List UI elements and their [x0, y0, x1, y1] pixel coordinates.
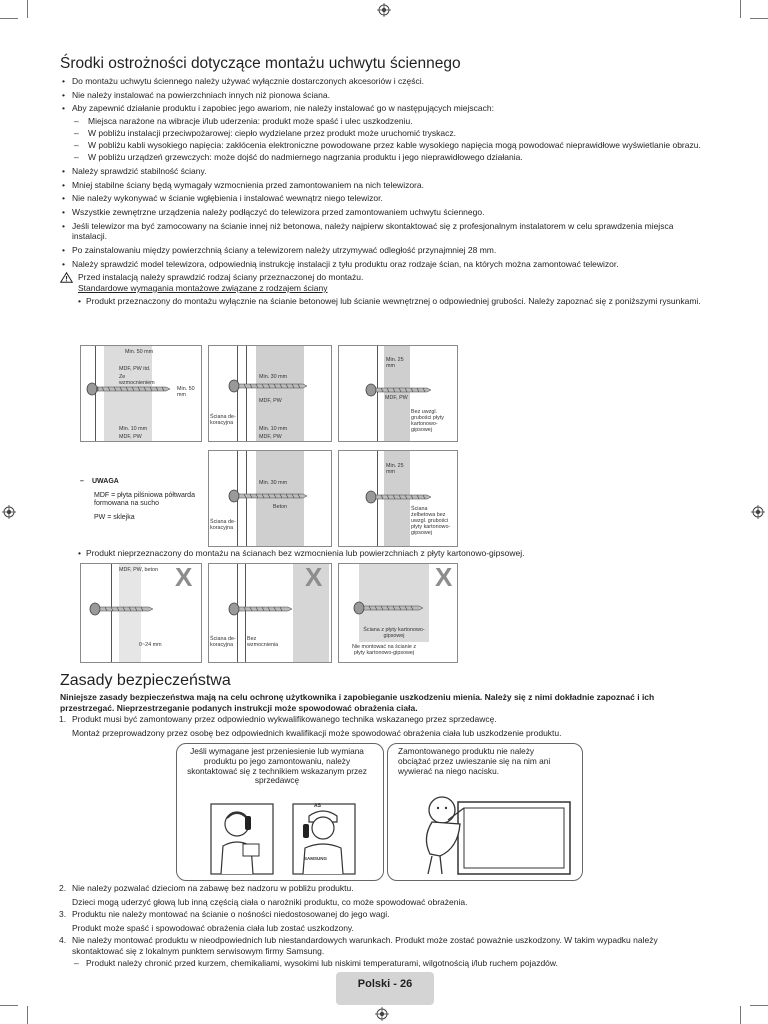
figure-label: Min. 25 mm — [386, 463, 404, 475]
note-block — [80, 478, 205, 522]
figure-label: Ściana de-koracyjna — [210, 636, 236, 648]
list-item: • Należy sprawdzić model telewizora, odpowiednią instrukcję instalacji z tyłu produktu oraz rodzaje ścian, na których można zamontować telewizor. — [60, 259, 710, 270]
crop-mark — [0, 18, 18, 19]
sub-list-item: – W pobliżu urządzeń grzewczych: może dojść do nadmiernego nagrzania produktu i jego nieprawidłowego działania. — [72, 152, 710, 163]
illustration-technician — [176, 743, 384, 881]
list-item — [60, 883, 705, 907]
list-item: • Nie należy wykonywać w ścianie wgłębienia i instalować wewnątrz niego telewizor. — [60, 193, 710, 204]
registration-mark-icon — [377, 3, 391, 17]
screw-icon — [228, 602, 298, 616]
list-item: • Do montażu uchwytu ściennego należy używać wyłącznie dostarczonych akcesoriów i części. — [60, 76, 710, 87]
list-item — [60, 103, 710, 162]
figure-label: MDF, PW — [385, 395, 408, 401]
crop-mark — [740, 0, 741, 18]
item-text: Nie należy montować produktu w nieodpowiednich lub niestandardowych warunkach. Produkt może zostać poważnie uszkodzony. W takim wypadku należy skontaktować się z lokalnym punktem serwisowym firmy Samsung. — [72, 935, 658, 956]
figure-label: MDF, PW — [119, 434, 142, 440]
figure-label: Bez uwzgl. grubości płyty kartonowo-gipsowej — [411, 409, 444, 433]
screw-icon — [228, 489, 328, 503]
figure-label: Ściana żelbetowa bez uwzgl. grubości płyty kartonowo-gipsowej — [411, 506, 451, 536]
crop-mark — [27, 1006, 28, 1024]
illustration-caption: Zamontowanego produktu nie należy obciążać przez uwieszanie się na nim ani wywierać na niego nacisku. — [398, 746, 551, 776]
figure-label: Nie montować na ścianie z płyty kartonowo-gipsowej — [351, 644, 417, 656]
caution-note — [60, 272, 710, 293]
registration-mark-icon — [2, 505, 16, 519]
sub-list — [72, 116, 710, 163]
figure-wall-mdf — [338, 345, 458, 442]
sub-list-item: – Miejsca narażone na wibracje i/lub uderzenia: produkt może spaść i ulec uszkodzeniu. — [72, 116, 710, 127]
precaution-list — [60, 76, 710, 269]
screw-icon — [89, 602, 159, 616]
item-text: Produkt musi być zamontowany przez odpowiednio wykwalifikowanego technika wskazanego przez sprzedawcę. — [72, 714, 497, 725]
safety-section — [60, 668, 705, 738]
caution-text: Przed instalacją należy sprawdzić rodzaj ściany przeznaczonej do montażu. — [78, 272, 364, 283]
figure-label: MDF, PW itd. — [119, 366, 151, 372]
figure-label: Min. 50 mm — [125, 349, 154, 355]
sub-dash: – — [74, 957, 79, 968]
item-sub — [72, 958, 705, 969]
not-intended-list — [60, 548, 718, 559]
prohibited-x-icon: X — [305, 563, 323, 592]
item-sub: Produkt może spaść i spowodować obrażenia ciała lub zostać uszkodzony. — [72, 922, 354, 933]
figure-label: Ściana de-koracyjna — [210, 519, 236, 531]
figure-x-plasterboard — [338, 563, 458, 663]
figure-label: Ściana de-koracyjna — [210, 414, 236, 426]
registration-mark-icon — [751, 505, 765, 519]
child-tv-illustration-icon — [418, 784, 578, 878]
item-number: 1. — [59, 714, 67, 725]
note-mdf: MDF = płyta pilśniowa półtwarda formowana na sucho — [94, 491, 195, 507]
note-title-text: UWAGA — [92, 478, 119, 485]
item-number: 2. — [59, 883, 67, 893]
list-item — [60, 935, 705, 968]
prohibited-x-icon: X — [175, 563, 193, 592]
crop-mark — [750, 18, 768, 19]
crop-mark — [740, 1006, 741, 1024]
screw-icon — [353, 601, 433, 615]
figure-label: 0~24 mm — [139, 642, 162, 648]
safety-intro: Niniejsze zasady bezpieczeństwa mają na celu ochronę użytkownika i zapobieganie uszkodzeniu mienia. Należy się z nimi dokładnie zapoznać i ich przestrzegać. Nieprzestrzeganie podanych instrukcji może spowodować obrażenia ciała. — [60, 692, 655, 713]
figure-label: MDF, PW, beton — [119, 567, 158, 573]
page-number: Polski - 26 — [357, 978, 413, 990]
figure-label: Min. 25 mm — [386, 357, 404, 369]
figure-wall-reinforced-concrete — [338, 450, 458, 547]
illustration-caption: Jeśli wymagane jest przeniesienie lub wymiana produktu po jego zamontowaniu, należy skontaktować się z technikiem wskazanym przez sprzedawcę — [187, 746, 367, 786]
figure-label: Min. 10 mm — [119, 426, 148, 432]
sub-list-item: – W pobliżu instalacji przeciwpożarowej: ciepło wydzielane przez produkt może uruchomić tryskacz. — [72, 128, 710, 139]
note-dash: – — [80, 478, 84, 485]
figure-label: Min. 30 mm — [259, 374, 288, 380]
item-number: 4. — [59, 935, 67, 946]
warning-triangle-icon — [60, 272, 73, 283]
cap-logo: AS — [314, 803, 321, 809]
screw-icon — [365, 490, 445, 504]
safety-list — [60, 714, 705, 738]
item-sub-text: Produkt należy chronić przed kurzem, chemikaliami, wysokimi lub niskimi temperaturami, wilgotnością i/lub ruchem pojazdów. — [86, 957, 558, 968]
phone-call-illustration-icon — [209, 802, 359, 876]
list-item: • Nie należy instalować na powierzchniach innych niż pionowa ściana. — [60, 90, 710, 101]
figure-label: Min. 50 mm — [177, 386, 195, 398]
screw-icon — [228, 379, 328, 393]
sub-list-item: – W pobliżu kabli wysokiego napięcia: zakłócenia elektroniczne powodowane przez kable wysokiego napięcia mogą powodować nieprawidłowe wyświetlanie obrazu. — [72, 140, 710, 151]
illustration-child-hanging — [387, 743, 583, 881]
figure-label: Min. 10 mm — [259, 426, 288, 432]
crop-mark — [750, 1005, 768, 1006]
figure-wall-concrete — [208, 450, 332, 547]
list-item: • Jeśli telewizor ma być zamocowany na ścianie innej niż betonowa, należy najpierw skontaktować się z profesjonalnym instalatorem w celu sprawdzenia miejsca instalacji. — [60, 221, 710, 242]
standard-requirements-title: Standardowe wymagania montażowe związane z rodzajem ściany — [78, 282, 328, 293]
list-item: • Należy sprawdzić stabilność ściany. — [60, 166, 710, 177]
figure-wall-reinforced — [80, 345, 202, 442]
list-item: • Po zainstalowaniu między powierzchnią ściany a telewizorem należy utrzymywać odległość przynajmniej 28 mm. — [60, 245, 710, 256]
item-sub: Dzieci mogą uderzyć głową lub inną częścią ciała o narożniki produktu, co może spowodować obrażenia. — [72, 896, 468, 907]
crop-mark — [0, 1005, 18, 1006]
crop-mark — [27, 0, 28, 18]
list-item — [60, 909, 705, 933]
section-title-wall-mount: Środki ostrożności dotyczące montażu uchwytu ściennego — [60, 55, 461, 72]
prohibited-x-icon: X — [435, 563, 453, 592]
page-content — [60, 55, 710, 307]
safety-list-continued — [60, 883, 705, 968]
list-item — [60, 714, 705, 738]
figure-x-no-reinforcement — [80, 563, 202, 663]
shirt-logo: SAMSUNG — [304, 856, 328, 861]
figure-label: MDF, PW — [259, 398, 282, 404]
list-item-text: Aby zapewnić działanie produktu i zapobiec jego awariom, nie należy instalować go w następujących miejscach: — [72, 103, 494, 114]
page-number-badge — [336, 972, 434, 1005]
item-sub: Montaż przeprowadzony przez osobę bez odpowiednich kwalifikacji może spowodować obrażenia ciała lub uszkodzenie produktu. — [72, 727, 562, 738]
figure-label: Min. 30 mm — [259, 480, 288, 486]
figure-label: Beton — [273, 504, 288, 510]
item-number: 3. — [59, 909, 67, 920]
note-pw: PW = sklejka — [94, 513, 135, 521]
list-item: • Mniej stabilne ściany będą wymagały wzmocnienia przed zamontowaniem na nich telewizora. — [60, 180, 710, 191]
figure-label: Ściana z płyty kartonowo-gipsowej — [363, 627, 425, 639]
item-text: Nie należy pozwalać dzieciom na zabawę bez nadzoru w pobliżu produktu. — [72, 883, 354, 893]
product-note-list — [60, 296, 710, 307]
figure-label: MDF, PW — [259, 434, 282, 440]
figure-x-decorative — [208, 563, 332, 663]
figure-label: Ze wzmocnieniem — [119, 374, 155, 386]
registration-mark-icon — [375, 1007, 389, 1021]
section-title-safety: Zasady bezpieczeństwa — [60, 672, 231, 689]
item-text: Produktu nie należy montować na ścianie o nośności niedostosowanej do jego wagi. — [72, 909, 390, 920]
figure-wall-decorative — [208, 345, 332, 442]
list-item: • Wszystkie zewnętrzne urządzenia należy podłączyć do telewizora przed zamontowaniem uchwytu ściennego. — [60, 207, 710, 218]
list-item: • Produkt przeznaczony do montażu wyłącznie na ścianie betonowej lub ścianie wewnętrznej o odpowiedniej grubości. Należy zapoznać się z poniższymi rysunkami. — [78, 296, 710, 307]
list-item: • Produkt nieprzeznaczony do montażu na ścianach bez wzmocnienia lub powierzchniach z płyty kartonowo-gipsowej. — [78, 548, 718, 559]
figure-label: Bez wzmocnienia — [247, 636, 279, 648]
note-title — [80, 478, 205, 487]
